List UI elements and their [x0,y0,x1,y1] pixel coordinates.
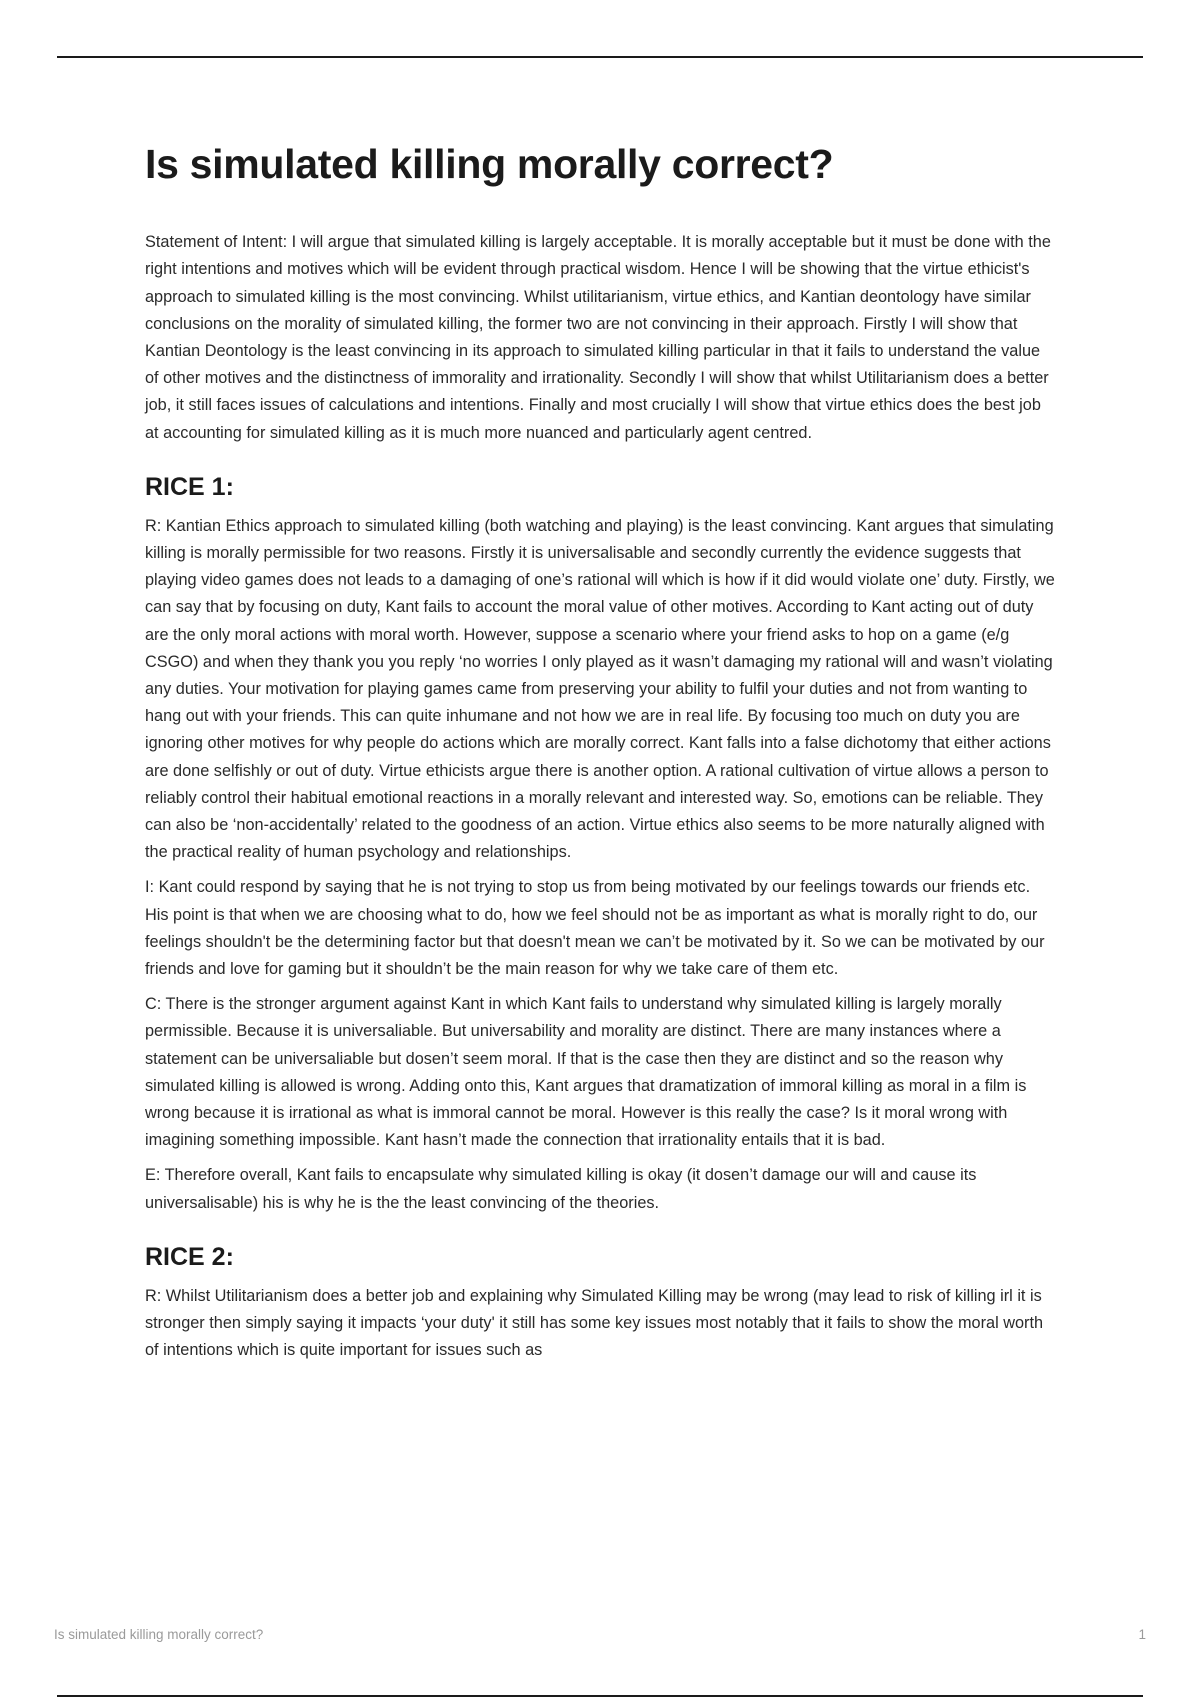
section-heading-rice-1: RICE 1: [145,472,234,501]
bottom-rule [57,1695,1143,1697]
rice-2-reason-paragraph: R: Whilst Utilitarianism does a better job and explaining why Simulated Killing may be wrong (may lead to risk of killing irl it is stronger then simply saying it impacts ‘your duty' it still has some key issues most notably that it fails to show the moral worth of intentions which is quite important for issues such as [145,1286,1044,1360]
rice-1-interpretation-paragraph: I: Kant could respond by saying that he is not trying to stop us from being motivated by our feelings towards our friends etc. His point is that when we are choosing what to do, how we feel should not be as important as what is morally right to do, our feelings shouldn't be the determining factor but that doesn't mean we can’t be motivated by it. So we can be motivated by our friends and love for gaming but it shouldn’t be the main reason for why we take care of them etc. [145,878,1045,979]
footer-document-title: Is simulated killing morally correct? [54,1627,264,1642]
rice-1-evaluation-paragraph: E: Therefore overall, Kant fails to encapsulate why simulated killing is okay (it dosen’t damage our will and cause its universalisable) his is why he is the the least convincing of the theories. [145,1166,977,1212]
page-title: Is simulated killing morally correct? [145,141,834,187]
document-body [145,140,1057,1373]
statement-of-intent: Statement of Intent: I will argue that simulated killing is largely acceptable. It is morally acceptable but it must be done with the right intentions and motives which will be evident through practical wisdom. Hence I will be showing that the virtue ethicist's approach to simulated killing is the most convincing. Whilst utilitarianism, virtue ethics, and Kantian deontology have similar conclusions on the morality of simulated killing, the former two are not convincing in their approach. Firstly I will show that Kantian Deontology is the least convincing in its approach to simulated killing particular in that it fails to understand the value of other motives and the distinctness of immorality and irrationality. Secondly I will show that whilst Utilitarianism does a better job, it still faces issues of calculations and intentions. Finally and most crucially I will show that virtue ethics does the best job at accounting for simulated killing as it is much more nuanced and particularly agent centred. [145,233,1051,442]
section-heading-rice-2: RICE 2: [145,1242,234,1271]
rice-1-reason-paragraph: R: Kantian Ethics approach to simulated killing (both watching and playing) is the least convincing. Kant argues that simulating killing is morally permissible for two reasons. Firstly it is universalisable and secondly currently the evidence suggests that playing video games does not leads to a damaging of one’s rational will which is how if it did would violate one’ duty. Firstly, we can say that by focusing on duty, Kant fails to account the moral value of other motives. According to Kant acting out of duty are the only moral actions with moral worth. However, suppose a scenario where your friend asks to hop on a game (e/g CSGO) and when they thank you you reply ‘no worries I only played as it wasn’t damaging my rational will and wasn’t violating any duties. Your motivation for playing games came from preserving your ability to fulfil your duties and not from wanting to hang out with your friends. This can quite inhumane and not how we are in real life. By focusing too much on duty you are ignoring other motives for why people do actions which are morally correct. Kant falls into a false dichotomy that either actions are done selfishly or out of duty. Virtue ethicists argue there is another option. A rational cultivation of virtue allows a person to reliably control their habitual emotional reactions in a morally relevant and interested way. So, emotions can be reliable. They can also be ‘non-accidentally’ related to the goodness of an action. Virtue ethics also seems to be more naturally aligned with the practical reality of human psychology and relationships. [145,516,1055,862]
footer-page-number: 1 [1138,1627,1146,1642]
rice-1-counter-paragraph: C: There is the stronger argument against Kant in which Kant fails to understand why simulated killing is largely morally permissible. Because it is universaliable. But universability and morality are distinct. There are many instances where a statement can be universaliable but dosen’t seem moral. If that is the case then they are distinct and so the reason why simulated killing is allowed is wrong. Adding onto this, Kant argues that dramatization of immoral killing as moral in a film is wrong because it is irrational as what is immoral cannot be moral. However is this really the case? Is it moral wrong with imagining something impossible. Kant hasn’t made the connection that irrationality entails that it is bad. [145,995,1027,1150]
top-rule [57,56,1143,58]
